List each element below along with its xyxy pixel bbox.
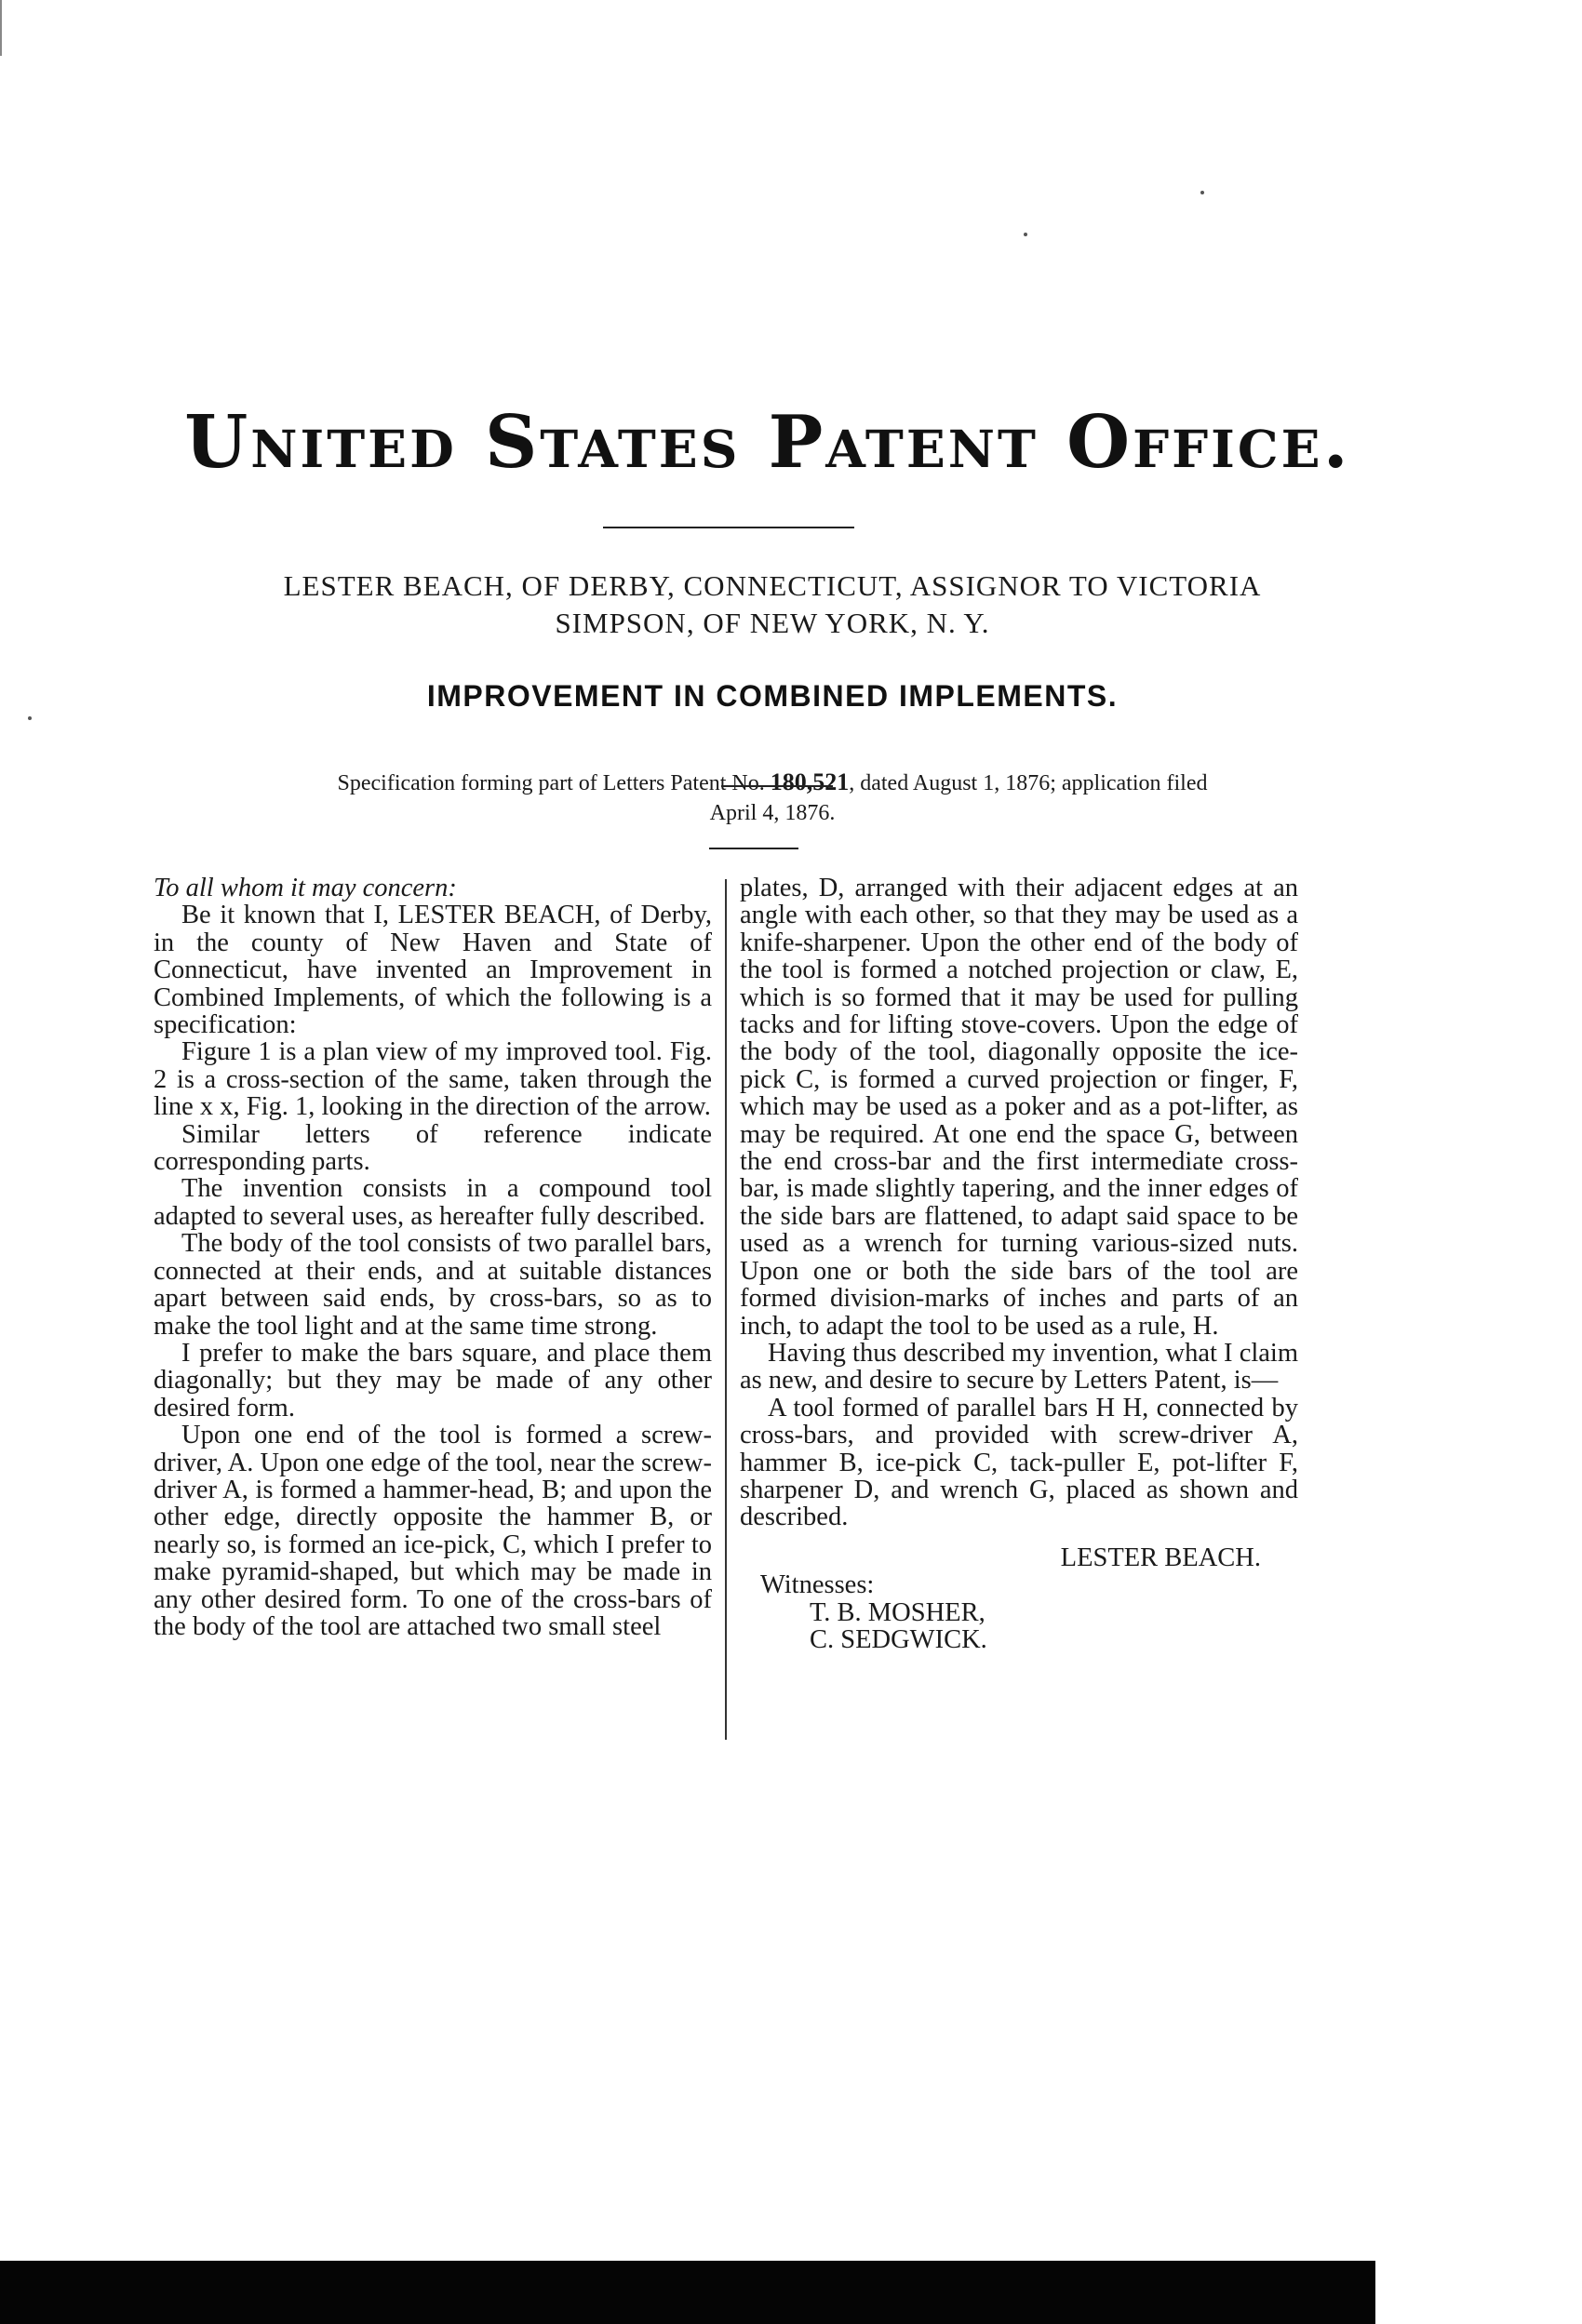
divider-rule	[603, 527, 854, 528]
paragraph: Similar letters of reference indicate corresponding parts.	[154, 1119, 712, 1177]
spec-suffix: , dated August 1, 1876; application filed	[849, 771, 1208, 795]
specification-line	[200, 768, 1345, 828]
claim: A tool formed of parallel bars H H, connected by cross-bars, and provided with screw-driver A, hammer B, ice-pick C, tack-puller E, pot-lifter F, sharpener D, and wrench G, placed as shown and described.	[740, 1393, 1298, 1532]
scan-edge-mark	[0, 0, 2, 56]
inventor-line	[186, 568, 1359, 642]
witnesses-label: Witnesses:	[760, 1570, 875, 1600]
paragraph: The body of the tool consists of two parallel bars, connected at their ends, and at suitable distances apart between said ends, by cross-bars, so as to make the tool light and at the same time strong.	[154, 1229, 712, 1341]
paragraph: plates, D, arranged with their adjacent edges at an angle with each other, so that they may be used as a knife-sharpener. Upon the other end of the body of the tool is formed a notched projection or claw, E, which is so formed that it may be used for pulling tacks and for lifting stove-covers. Upon the edge of the body of the tool, diagonally opposite the ice-pick C, is formed a curved projection or finger, F, which may be used as a poker and as a pot-lifter, as may be required. At one end the space G, between the end cross-bar and the first intermediate cross-bar, is made slightly tapering, and the inner edges of the side bars are flattened, to adapt said space to be used as a wrench for turning various-sized nuts. Upon one or both the side bars of the tool are formed division-marks of inches and parts of an inch, to adapt the tool to be used as a rule, H.	[740, 874, 1298, 1341]
paragraph: Upon one end of the tool is formed a screw-driver, A. Upon one edge of the tool, near the screw-driver A, is formed a hammer-head, B; and upon the other edge, directly opposite the hammer B, or nearly so, is formed an ice-pick, C, which I prefer to make pyramid-shaped, but which may be made in any other desired form. To one of the cross-bars of the body of the tool are attached two small steel	[154, 1421, 712, 1641]
left-column	[154, 875, 712, 1640]
inventor-line-2: SIMPSON, OF NEW YORK, N. Y.	[555, 607, 990, 639]
spec-prefix: Specification forming part of Letters Patent No.	[337, 771, 765, 795]
inventor-line-1: LESTER BEACH, OF DERBY, CONNECTICUT, ASSIGNOR TO VICTORIA	[283, 569, 1262, 602]
column-divider	[725, 879, 727, 1740]
right-column	[740, 875, 1298, 1653]
spec-filed-date: April 4, 1876.	[709, 801, 836, 825]
scan-speck	[28, 716, 32, 720]
witness-name: T. B. MOSHER,	[810, 1597, 985, 1627]
divider-rule	[709, 848, 798, 849]
salutation: To all whom it may concern:	[154, 874, 457, 902]
witness-name: C. SEDGWICK.	[810, 1624, 987, 1654]
paragraph: Be it known that I, LESTER BEACH, of Derby, in the county of New Haven and State of Connecticut, have invented an Improvement in Combined Implements, of which the following is a specification:	[154, 901, 712, 1040]
paragraph: The invention consists in a compound tool adapted to several uses, as hereafter fully described.	[154, 1174, 712, 1231]
improvement-title: IMPROVEMENT IN COMBINED IMPLEMENTS.	[426, 679, 1119, 713]
scan-bottom-bar	[0, 2261, 1375, 2324]
scan-speck	[1200, 191, 1204, 194]
divider-rule	[721, 785, 833, 787]
patent-number: 180,521	[770, 768, 850, 795]
inventor-signature: LESTER BEACH.	[1060, 1543, 1261, 1572]
office-title: United States Patent Office.	[184, 400, 1351, 485]
paragraph: I prefer to make the bars square, and place them diagonally; but they may be made of any other desired form.	[154, 1338, 712, 1422]
paragraph: Having thus described my invention, what I claim as new, and desire to secure by Letters Patent, is—	[740, 1338, 1298, 1396]
paragraph: Figure 1 is a plan view of my improved tool. Fig. 2 is a cross-section of the same, taken through the line x x, Fig. 1, looking in the direction of the arrow.	[154, 1037, 712, 1122]
scan-speck	[1024, 233, 1027, 236]
